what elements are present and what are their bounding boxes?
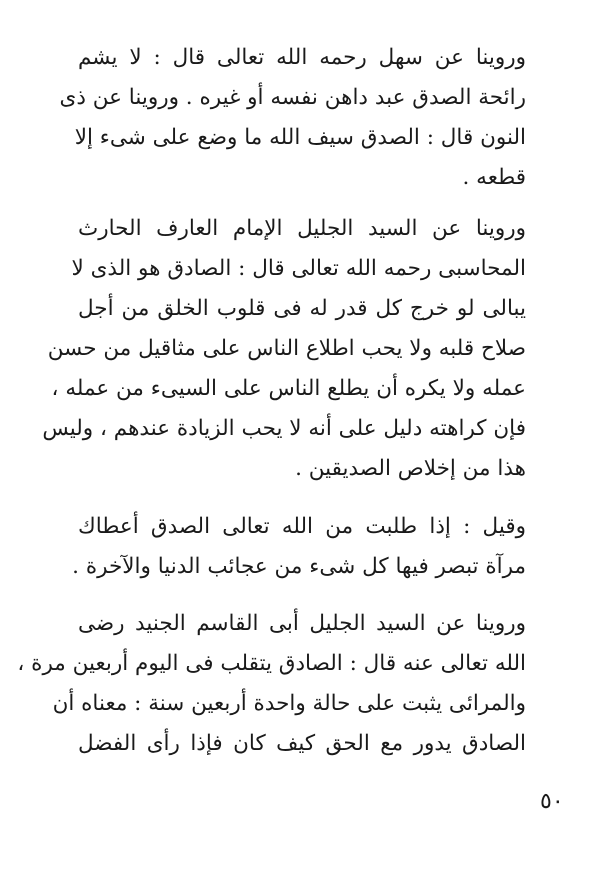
text-line: المحاسبى رحمه الله تعالى قال : الصادق هو الذى لا (71, 256, 526, 281)
text-line: والمرائى يثبت على حالة واحدة أربعين سنة : معناه أن (52, 691, 526, 716)
paragraph-mirror (72, 507, 526, 587)
text-line: وقيل : إذا طلبت من الله تعالى الصدق أعطاك (78, 514, 526, 539)
text-line: يبالى لو خرج كل قدر له فى قلوب الخلق من أجل (78, 296, 526, 321)
text-line: عمله ولا يكره أن يطلع الناس على السيىء من عمله ، (51, 376, 526, 401)
text-line: قطعه . (462, 165, 526, 190)
text-line: النون قال : الصدق سيف الله ما وضع على شىء إلا (74, 125, 526, 150)
text-line: مرآة تبصر فيها كل شىء من عجائب الدنيا والآخرة . (72, 554, 526, 579)
paragraph-junayd (17, 604, 526, 764)
text-line: وروينا عن سهل رحمه الله تعالى قال : لا يشم (78, 45, 526, 70)
text-line: وروينا عن السيد الجليل الإمام العارف الحارث (78, 216, 526, 241)
text-line: فإن كراهته دليل على أنه لا يحب الزيادة عندهم ، وليس (42, 416, 526, 441)
paragraph-sahl (59, 38, 526, 198)
text-line: وروينا عن السيد الجليل أبى القاسم الجنيد رضى (78, 611, 526, 636)
text-line: صلاح قلبه ولا يحب اطلاع الناس على مثاقيل من حسن (47, 336, 526, 361)
page-number: ٥٠ (540, 789, 564, 814)
text-line: الله تعالى عنه قال : الصادق يتقلب فى اليوم أربعين مرة ، (17, 651, 526, 676)
text-line: رائحة الصدق عبد داهن نفسه أو غيره . وروينا عن ذى (59, 85, 526, 110)
paragraph-muhasibi (42, 209, 526, 489)
text-line: هذا من إخلاص الصديقين . (295, 456, 526, 481)
text-line: الصادق يدور مع الحق كيف كان فإذا رأى الفضل (78, 731, 526, 756)
